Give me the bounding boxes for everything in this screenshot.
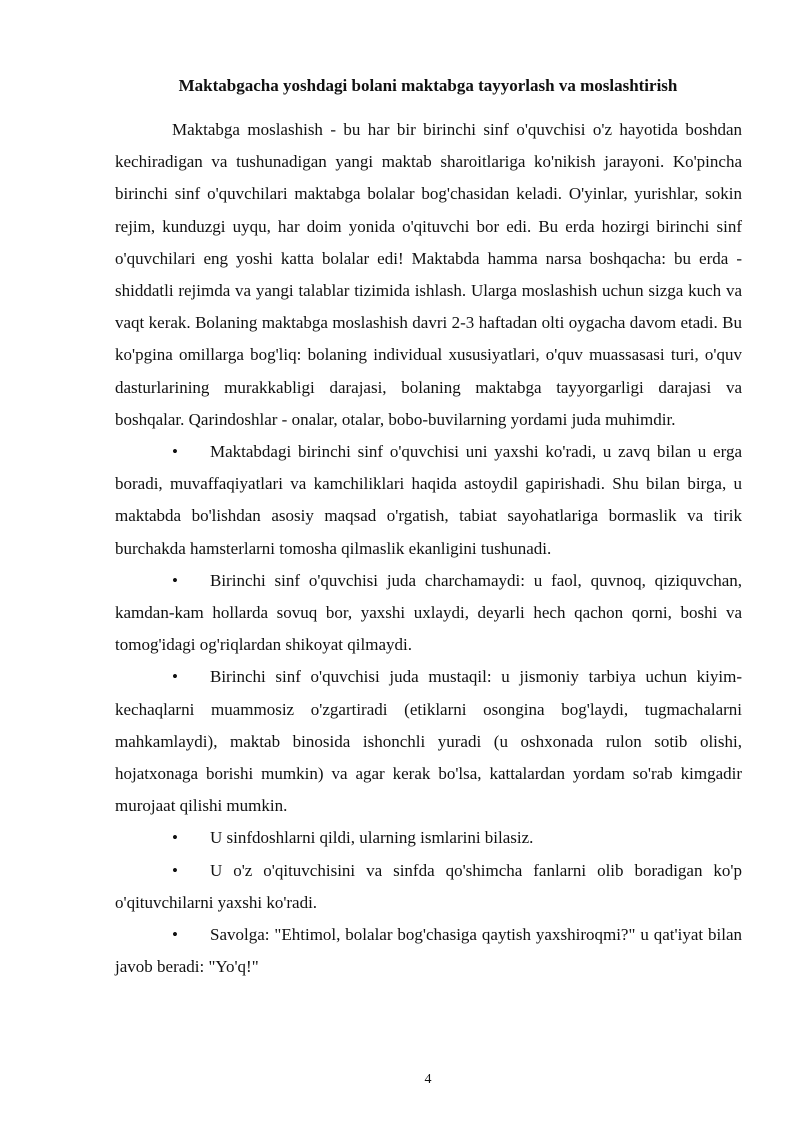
page-number: 4 xyxy=(424,1072,432,1087)
bullet-text: Savolga: "Ehtimol, bolalar bog'chasiga qaytish yaxshiroqmi?" u qat'iyat bilan javob beradi: "Yo'q!" xyxy=(115,925,742,977)
bullet-item-4 xyxy=(115,822,742,854)
bullet-text: Birinchi sinf o'quvchisi juda charchamaydi: u faol, quvnoq, qiziquvchan, kamdan-kam hollarda sovuq bor, yaxshi uxlaydi, deyarli hech qachon qorni, boshi va tomog'idagi og'riqlardan shikoyat qilmaydi. xyxy=(115,570,742,655)
bullet-marker: • xyxy=(172,828,178,848)
bullet-marker: • xyxy=(172,925,178,945)
bullet-item-6 xyxy=(115,919,742,983)
bullet-text: U o'z o'qituvchisini va sinfda qo'shimcha fanlarni olib boradigan ko'p o'qituvchilarni yaxshi ko'radi. xyxy=(115,860,742,912)
bullet-text: Birinchi sinf o'quvchisi juda mustaqil: u jismoniy tarbiya uchun kiyim-kechaqlarni muammosiz o'zgartiradi (etiklarni osongina bog'laydi, tugmachalarni mahkamlaydi), maktab binosida ishonchli yuradi (u oshxonada rulon sotib olishi, hojatxonaga borishi mumkin) va agar kerak bo'lsa, kattalardan yordam so'rab kimgadir murojaat qilishi mumkin. xyxy=(115,667,742,816)
bullet-marker: • xyxy=(172,570,178,590)
bullet-item-1 xyxy=(115,436,742,565)
bullet-text: Maktabdagi birinchi sinf o'quvchisi uni yaxshi ko'radi, u zavq bilan u erga boradi, muvaffaqiyatlari va kamchiliklari haqida astoydil gapirishadi. Shu bilan birga, u maktabda bo'lishdan asosiy maqsad o'rgatish, tabiat sayohatlariga bormaslik va tirik burchakda hamsterlarni tomosha qilmaslik ekanligini tushunadi. xyxy=(115,442,742,558)
bullet-marker: • xyxy=(172,667,178,687)
document-title: Maktabgacha yoshdagi bolani maktabga tayyorlash va moslashtirish xyxy=(178,76,678,95)
document-body xyxy=(115,114,742,983)
bullet-marker: • xyxy=(172,442,178,462)
bullet-item-2 xyxy=(115,565,742,662)
bullet-item-3 xyxy=(115,661,742,822)
intro-paragraph: Maktabga moslashish - bu har bir birinchi sinf o'quvchisi o'z hayotida boshdan kechiradigan va tushunadigan yangi maktab sharoitlariga ko'nikish jarayoni. Ko'pincha birinchi sinf o'quvchilari maktabga bolalar bog'chasidan keladi. O'yinlar, yurishlar, sokin rejim, kunduzgi uyqu, har doim yonida o'qituvchi bor edi. Bu erda hozirgi birinchi sinf o'quvchilari eng yoshi katta bolalar edi! Maktabda hamma narsa boshqacha: bu erda - shiddatli rejimda va yangi talablar tizimida ishlash. Ularga moslashish uchun sizga kuch va vaqt kerak. Bolaning maktabga moslashish davri 2-3 haftadan olti oygacha davom etadi. Bu ko'pgina omillarga bog'liq: bolaning individual xususiyatlari, o'quv muassasasi turi, o'quv dasturlarining murakkabligi darajasi, bolaning maktabga tayyorgarligi darajasi va boshqalar. Qarindoshlar - onalar, otalar, bobo-buvilarning yordami juda muhimdir. xyxy=(115,120,742,429)
bullet-text: U sinfdoshlarni qildi, ularning ismlarini bilasiz. xyxy=(210,828,534,848)
bullet-item-5 xyxy=(115,855,742,919)
bullet-marker: • xyxy=(172,860,178,880)
